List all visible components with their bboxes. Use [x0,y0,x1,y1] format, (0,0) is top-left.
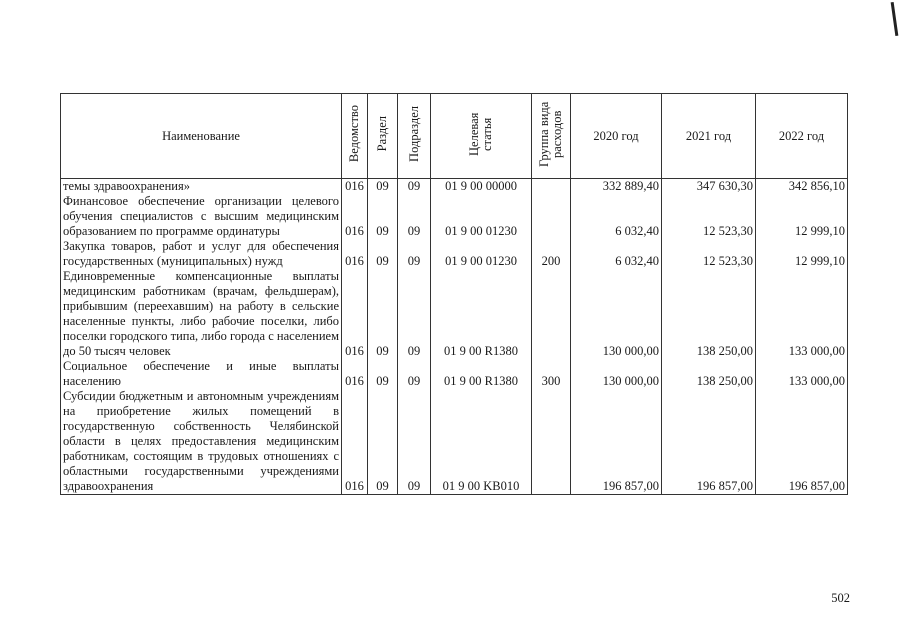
table-row [61,269,848,359]
row-target-article: 01 9 00 R1380 [431,269,532,359]
header-2020: 2020 год [571,94,662,179]
row-2022: 196 857,00 [756,389,848,495]
row-department: 016 [342,359,368,389]
row-section: 09 [368,389,398,495]
row-2020: 130 000,00 [571,269,662,359]
row-name: Субсидии бюджетным и автономным учреждениям на приобретение жилых помещений в государственную собственность Челябинской области в целях предоставления медицинским работникам, состоящим в трудовых отношениях с областными государственными учреждениями здравоохранения [61,389,342,495]
row-department: 016 [342,179,368,195]
row-subsection: 09 [398,239,431,269]
header-2021: 2021 год [662,94,756,179]
row-2022: 342 856,10 [756,179,848,195]
row-expense-group: 200 [532,239,571,269]
header-target-article: Целевая статья [431,94,532,179]
row-2020: 6 032,40 [571,194,662,239]
row-section: 09 [368,239,398,269]
row-target-article: 01 9 00 00000 [431,179,532,195]
header-2022: 2022 год [756,94,848,179]
row-2022: 133 000,00 [756,359,848,389]
row-2022: 12 999,10 [756,194,848,239]
row-2020: 130 000,00 [571,359,662,389]
row-2021: 138 250,00 [662,269,756,359]
row-subsection: 09 [398,179,431,195]
row-subsection: 09 [398,269,431,359]
row-2020: 6 032,40 [571,239,662,269]
row-2021: 12 523,30 [662,194,756,239]
header-subsection: Подраздел [398,94,431,179]
row-target-article: 01 9 00 01230 [431,239,532,269]
row-2020: 196 857,00 [571,389,662,495]
row-expense-group [532,389,571,495]
row-expense-group [532,179,571,195]
row-2021: 347 630,30 [662,179,756,195]
budget-table [60,93,848,495]
table-row [61,194,848,239]
header-section: Раздел [368,94,398,179]
row-expense-group: 300 [532,359,571,389]
row-name: Финансовое обеспечение организации целевого обучения специалистов с высшим медицинским образованием по программе ординатуры [61,194,342,239]
table-row [61,389,848,495]
row-department: 016 [342,269,368,359]
row-department: 016 [342,194,368,239]
row-subsection: 09 [398,359,431,389]
row-2021: 196 857,00 [662,389,756,495]
table-header-row [61,94,848,179]
row-subsection: 09 [398,194,431,239]
row-name: темы здравоохранения» [61,179,342,195]
row-2022: 133 000,00 [756,269,848,359]
row-expense-group [532,269,571,359]
row-subsection: 09 [398,389,431,495]
row-name: Социальное обеспечение и иные выплаты населению [61,359,342,389]
row-2020: 332 889,40 [571,179,662,195]
row-section: 09 [368,179,398,195]
header-name: Наименование [61,94,342,179]
row-section: 09 [368,194,398,239]
page-number: 502 [831,591,850,605]
row-section: 09 [368,269,398,359]
row-department: 016 [342,239,368,269]
row-expense-group [532,194,571,239]
row-target-article: 01 9 00 01230 [431,194,532,239]
scan-edge-mark [891,2,899,36]
row-section: 09 [368,359,398,389]
row-target-article: 01 9 00 R1380 [431,359,532,389]
row-name: Закупка товаров, работ и услуг для обеспечения государственных (муниципальных) нужд [61,239,342,269]
header-expense-group: Группа вида расходов [532,94,571,179]
table-row [61,179,848,195]
row-name: Единовременные компенсационные выплаты медицинским работникам (врачам, фельдшерам), прибывшим (переехавшим) на работу в сельские населенные пункты, либо рабочие поселки, либо поселки городского типа, либо города с населением до 50 тысяч человек [61,269,342,359]
table-row [61,359,848,389]
row-2021: 12 523,30 [662,239,756,269]
row-department: 016 [342,389,368,495]
header-department: Ведомство [342,94,368,179]
row-2021: 138 250,00 [662,359,756,389]
row-2022: 12 999,10 [756,239,848,269]
row-target-article: 01 9 00 KB010 [431,389,532,495]
table-row [61,239,848,269]
